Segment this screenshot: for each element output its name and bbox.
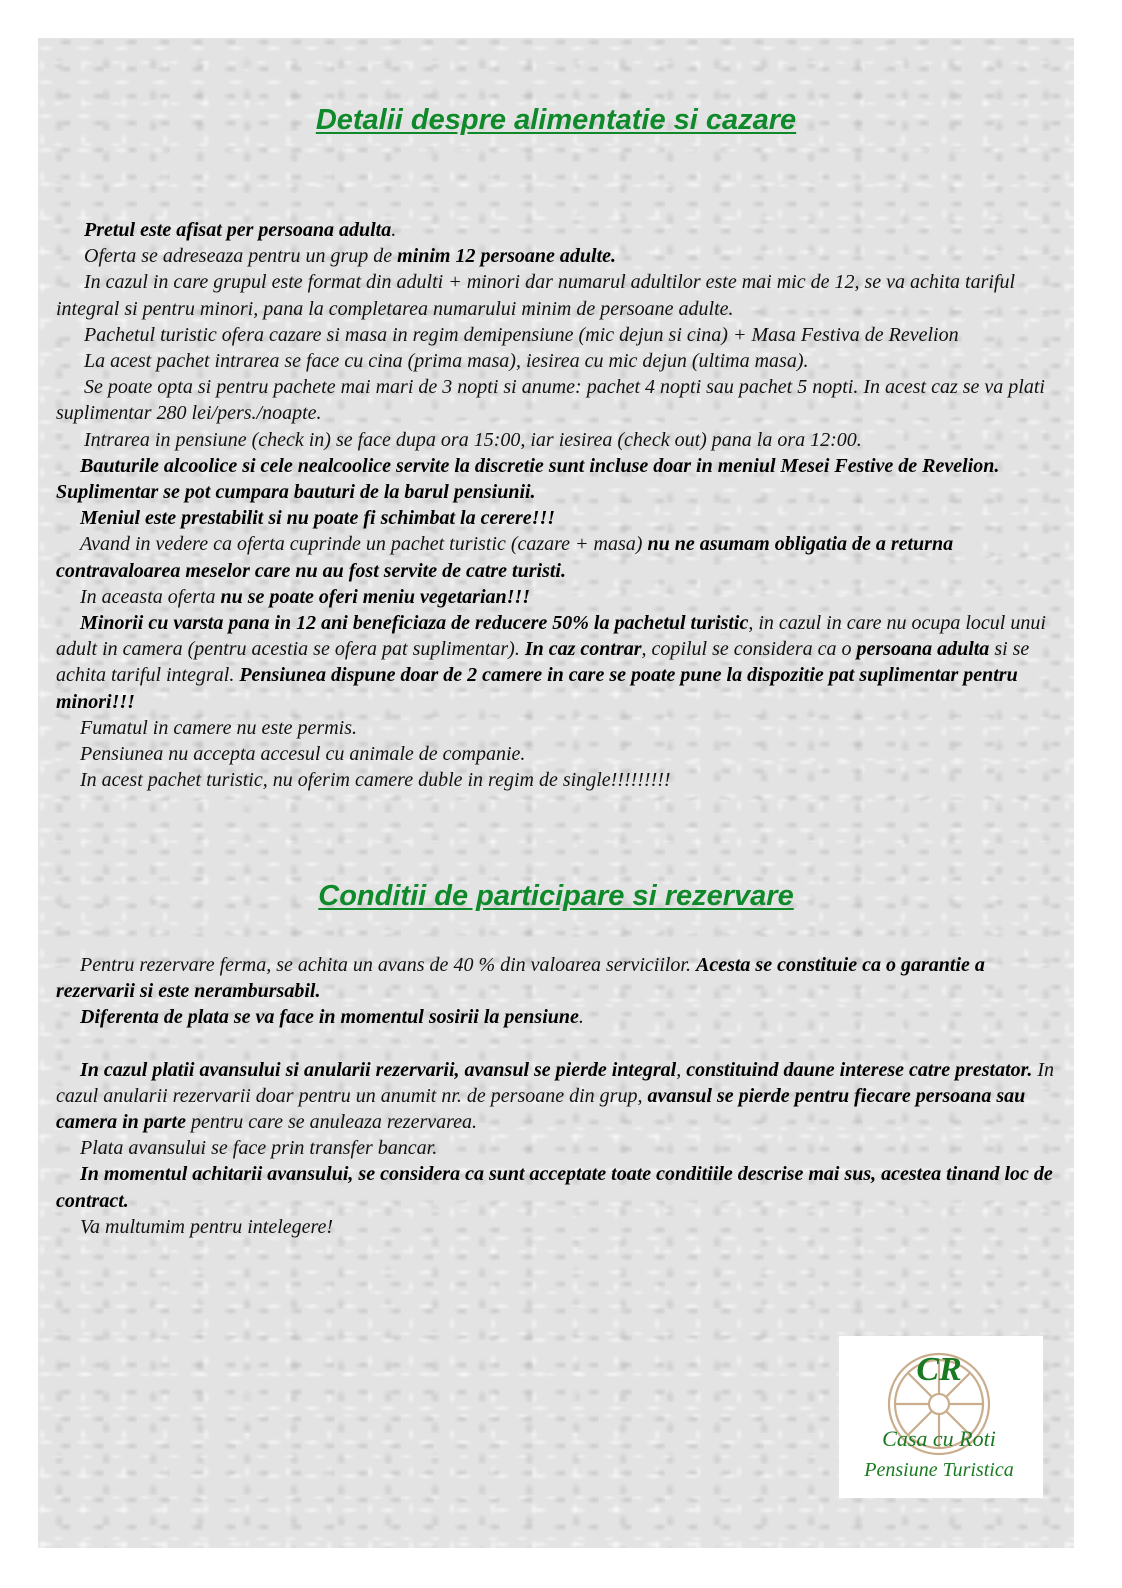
logo-name: Casa cu Roti	[882, 1426, 996, 1451]
paragraph: Pensiunea nu accepta accesul cu animale de companie.	[80, 743, 526, 766]
paragraph: Fumatul in camere nu este permis.	[80, 716, 357, 739]
paragraph: Oferta se adreseaza pentru un grup de minim 12 persoane adulte.	[84, 245, 617, 268]
paragraph: Pachetul turistic ofera cazare si masa in regim demipensiune (mic dejun si cina) + Masa Festiva de Revelion	[84, 323, 959, 346]
paragraph: Se poate opta si pentru pachete mai mari de 3 nopti si anume: pachet 4 nopti sau pachet 5 nopti. In acest caz se va plati suplimentar 280 lei/pers./noapte.	[56, 376, 1045, 425]
section-body-alimentatie	[56, 217, 1066, 793]
section-body-conditii	[56, 952, 1066, 1240]
paragraph: Pretul este afisat per persoana adulta.	[84, 219, 397, 241]
paragraph: Minorii cu varsta pana in 12 ani beneficiaza de reducere 50% la pachetul turistic, in cazul in care nu ocupa locul unui adult in camera (pentru acestia se ofera pat suplimentar). In caz contrar, copilul se considera ca o persoana adulta si se achita tariful integral. Pensiunea dispune doar de 2 camere in care se poate pune la dispozitie pat suplimentar pentru minori!!!	[56, 612, 1046, 713]
paragraph: Meniul este prestabilit si nu poate fi schimbat la cerere!!!	[80, 507, 556, 530]
section-heading-conditii: Conditii de participare si rezervare	[318, 880, 794, 912]
paragraph: Bauturile alcoolice si cele nealcoolice servite la discretie sunt incluse doar in meniul Mesei Festive de Revelion. Suplimentar se pot cumpara bauturi de la barul pensiunii.	[56, 454, 1000, 504]
paragraph-gap	[56, 1031, 1066, 1057]
logo-monogram: CR	[916, 1351, 962, 1388]
cart-wheel-icon	[839, 1336, 1043, 1498]
paragraph: Intrarea in pensiune (check in) se face dupa ora 15:00, iar iesirea (check out) pana la ora 12:00.	[84, 428, 862, 451]
paragraph: In aceasta oferta nu se poate oferi meniu vegetarian!!!	[80, 585, 530, 608]
paragraph: Va multumim pentru intelegere!	[80, 1215, 334, 1238]
paragraph: Pentru rezervare ferma, se achita un avans de 40 % din valoarea serviciilor. Acesta se constituie ca o garantie a rezervarii si este nerambursabil.	[56, 954, 985, 1003]
paragraph: Plata avansului se face prin transfer bancar.	[80, 1137, 438, 1160]
paragraph: La acest pachet intrarea se face cu cina (prima masa), iesirea cu mic dejun (ultima masa).	[84, 350, 809, 373]
paragraph: Avand in vedere ca oferta cuprinde un pachet turistic (cazare + masa) nu ne asumam obligatia de a returna contravaloarea meselor care nu au fost servite de catre turisti.	[56, 533, 954, 582]
paragraph: In acest pachet turistic, nu oferim camere duble in regim de single!!!!!!!!!	[80, 769, 671, 792]
logo-subtitle: Pensiune Turistica	[864, 1459, 1014, 1481]
paragraph: Diferenta de plata se va face in momentul sosirii la pensiune.	[80, 1006, 584, 1029]
paragraph: In momentul achitarii avansului, se considera ca sunt acceptate toate conditiile descrise mai sus, acestea tinand loc de contract.	[56, 1163, 1053, 1212]
paragraph: In cazul in care grupul este format din adulti + minori dar numarul adultilor este mai mic de 12, se va achita tariful integral si pentru minori, pana la completarea numarului minim de persoane adulte.	[56, 271, 1016, 320]
document-page	[38, 38, 1074, 1548]
pension-logo	[839, 1336, 1043, 1498]
paragraph: In cazul platii avansului si anularii rezervarii, avansul se pierde integral, constituind daune interese catre prestator. In cazul anularii rezervarii doar pentru un anumit nr. de persoane din grup, avansul se pierde pentru fiecare persoana sau camera in parte pentru care se anuleaza rezervarea.	[56, 1058, 1055, 1134]
section-heading-alimentatie: Detalii despre alimentatie si cazare	[315, 104, 797, 136]
